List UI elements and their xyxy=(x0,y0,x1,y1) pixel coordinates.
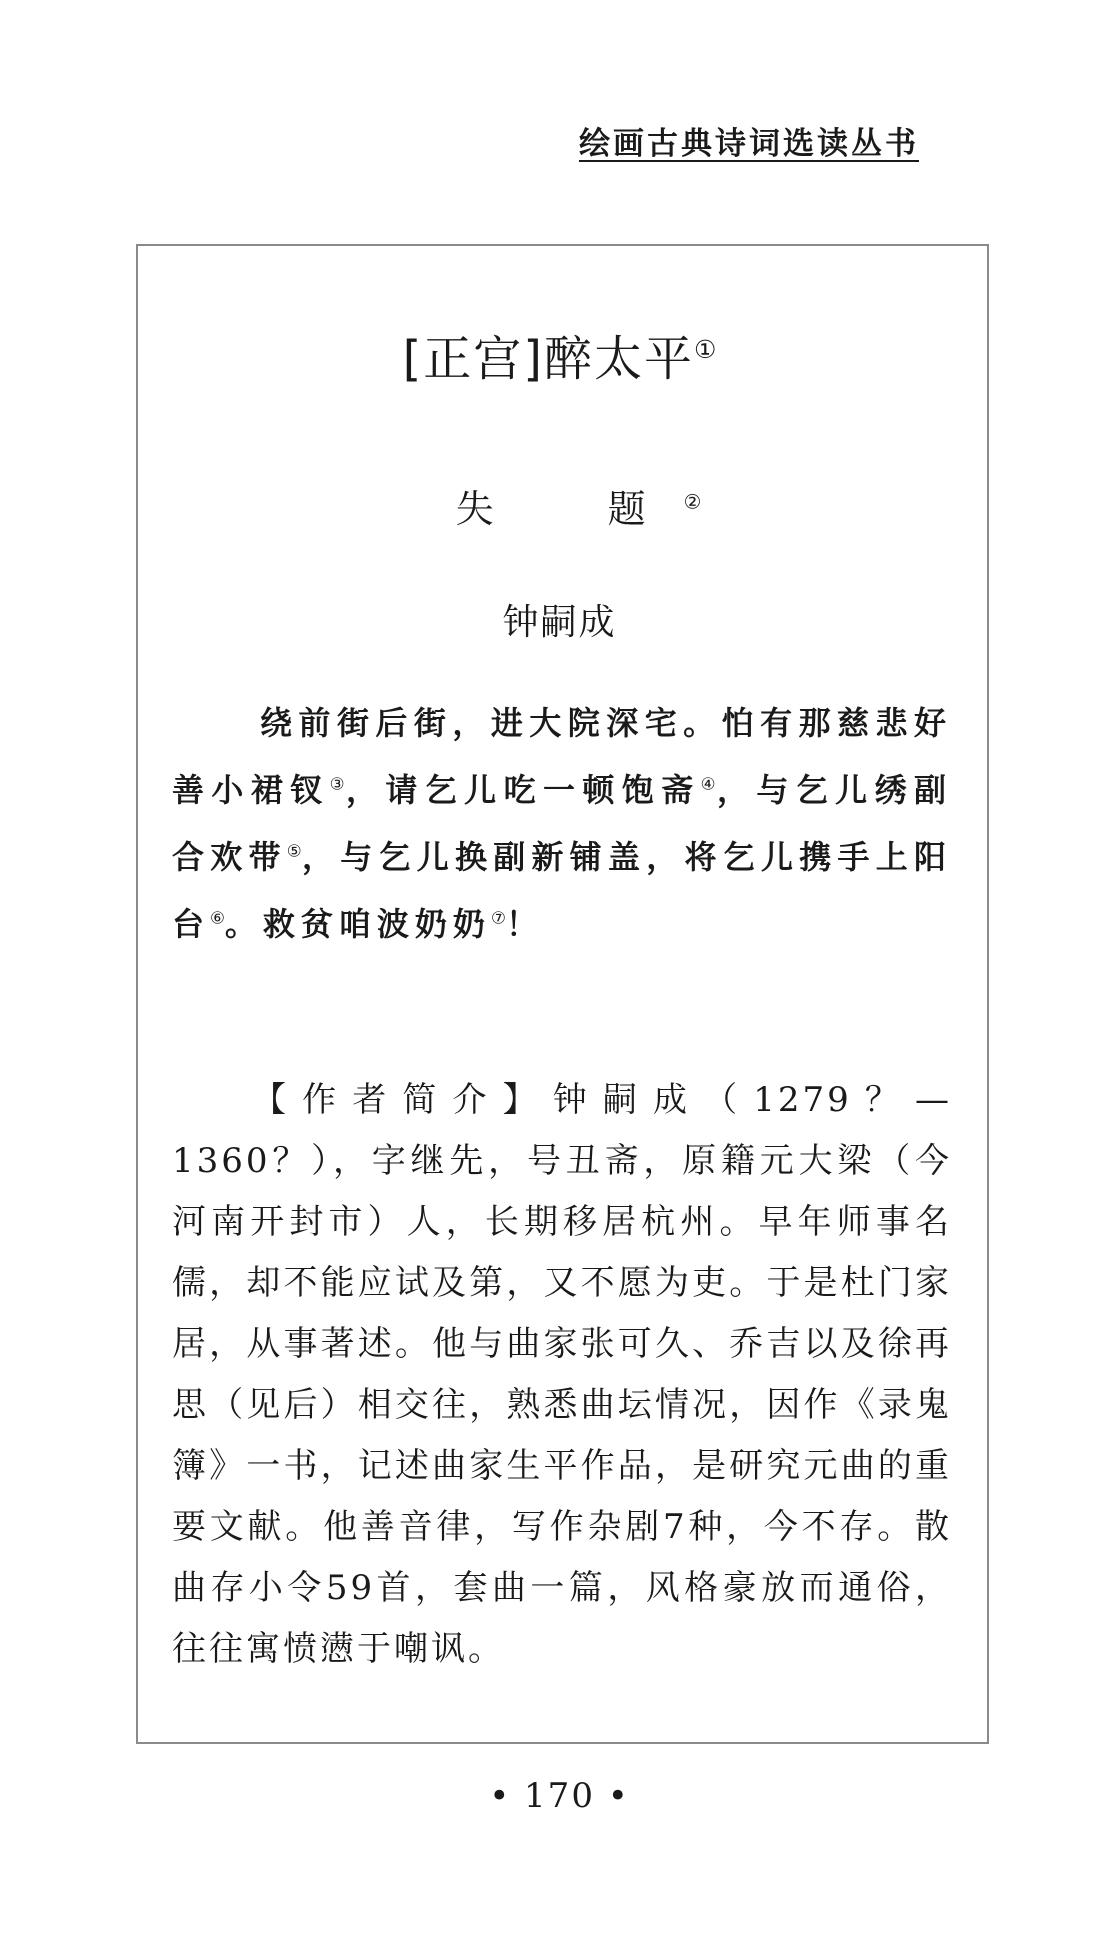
footnote-marker-3: ③ xyxy=(329,774,346,794)
footnote-marker-4: ④ xyxy=(700,774,717,794)
footnote-marker-6: ⑥ xyxy=(210,908,225,928)
page-number: • 170 • xyxy=(489,1776,630,1816)
poem-text xyxy=(172,690,952,958)
author-name: 钟嗣成 xyxy=(502,602,617,643)
poem-segment: 绕前街后街，进大院深宅。怕有那慈悲好善小裙钗 xyxy=(172,704,952,809)
poem-subtitle-text: 失 题 xyxy=(455,487,684,531)
author-biography: 【作者简介】钟嗣成（1279？—1360？），字继先，号丑斋，原籍元大梁（今河南开封市）人，长期移居杭州。早年师事名儒，却不能应试及第，又不愿为吏。于是杜门家居，从事著述。他与曲家张可久、乔吉以及徐再思（见后）相交往，熟悉曲坛情况，因作《录鬼簿》一书，记述曲家生平作品，是研究元曲的重要文献。他善音律，写作杂剧7种，今不存。散曲存小令59首，套曲一篇，风格豪放而通俗，往往寓愤懑于嘲讽。 xyxy=(172,1080,952,1669)
poem-segment: ，请乞儿吃一顿饱斋 xyxy=(345,771,701,809)
qupai-title xyxy=(0,320,1119,389)
series-title: 绘画古典诗词选读丛书 xyxy=(579,126,919,162)
poem-segment: ，与乞儿绣副合欢带 xyxy=(172,771,952,876)
poem-subtitle xyxy=(0,478,1119,533)
footnote-marker-7: ⑦ xyxy=(490,908,506,928)
poem-segment: ，与乞儿换副新铺盖，将乞儿携手上阳台 xyxy=(172,838,952,943)
footnote-marker-1: ① xyxy=(694,335,717,364)
poem-segment: ！ xyxy=(505,905,544,943)
footnote-marker-2: ② xyxy=(683,490,702,514)
qupai-title-text: [正宫]醉太平 xyxy=(402,331,695,387)
footnote-marker-5: ⑤ xyxy=(286,841,302,861)
poem-segment: 。救贫咱波奶奶 xyxy=(224,905,491,943)
